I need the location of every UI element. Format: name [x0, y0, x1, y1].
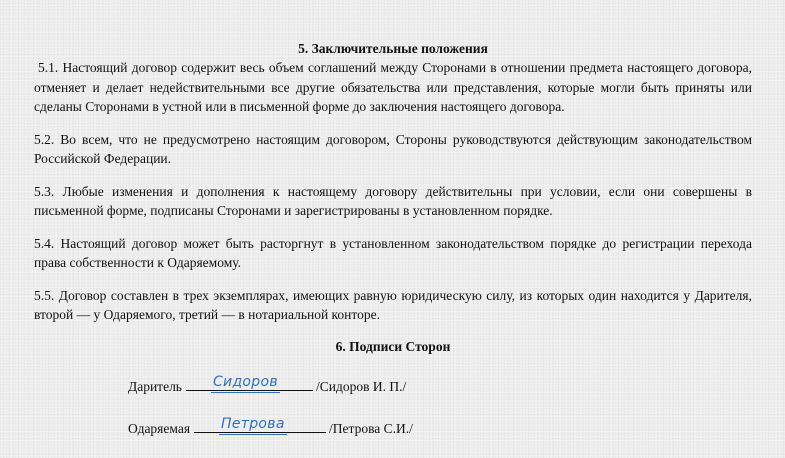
donor-signature-line	[186, 374, 313, 391]
section-6-title: 6. Подписи Сторон	[335, 338, 451, 354]
donor-handwritten-signature: Сидоров	[213, 374, 278, 390]
donee-signature-row	[128, 416, 413, 437]
paragraph-5-4: 5.4. Настоящий договор может быть расторгнут в установленном законодательством порядке до регистрации перехода права собственности к Одаряемому.	[34, 235, 752, 270]
donee-label: Одаряемая	[128, 421, 191, 436]
document	[34, 40, 752, 369]
donor-name: /Сидоров И. П./	[315, 379, 407, 394]
donee-name: /Петрова С.И./	[329, 421, 413, 436]
paragraph-5-2: 5.2. Во всем, что не предусмотрено настоящим договором, Стороны руководствуются действующим законодательством Российской Федерации.	[34, 131, 752, 166]
donor-label: Даритель	[128, 379, 182, 394]
paragraph-5-3: 5.3. Любые изменения и дополнения к настоящему договору действительны при условии, если они совершены в письменной форме, подписаны Сторонами и зарегистрированы в установленном порядке.	[34, 183, 752, 218]
donee-signature-line	[194, 416, 326, 433]
section-5-title: 5. Заключительные положения	[298, 41, 488, 56]
paragraph-5-1: 5.1. Настоящий договор содержит весь объем соглашений между Сторонами в отношении предмета настоящего договора, отменяет и делает недействительными все другие обязательства или представления, которые могли быть приняты или сделаны Сторонами в устной или в письменной форме до заключения настоящего договора.	[34, 60, 752, 114]
donee-handwritten-signature: Петрова	[221, 416, 285, 432]
paragraph-5-5: 5.5. Договор составлен в трех экземплярах, имеющих равную юридическую силу, из которых один находится у Дарителя, второй — у Одаряемого, третий — в нотариальной конторе.	[34, 287, 752, 322]
donor-signature-row	[128, 374, 407, 395]
